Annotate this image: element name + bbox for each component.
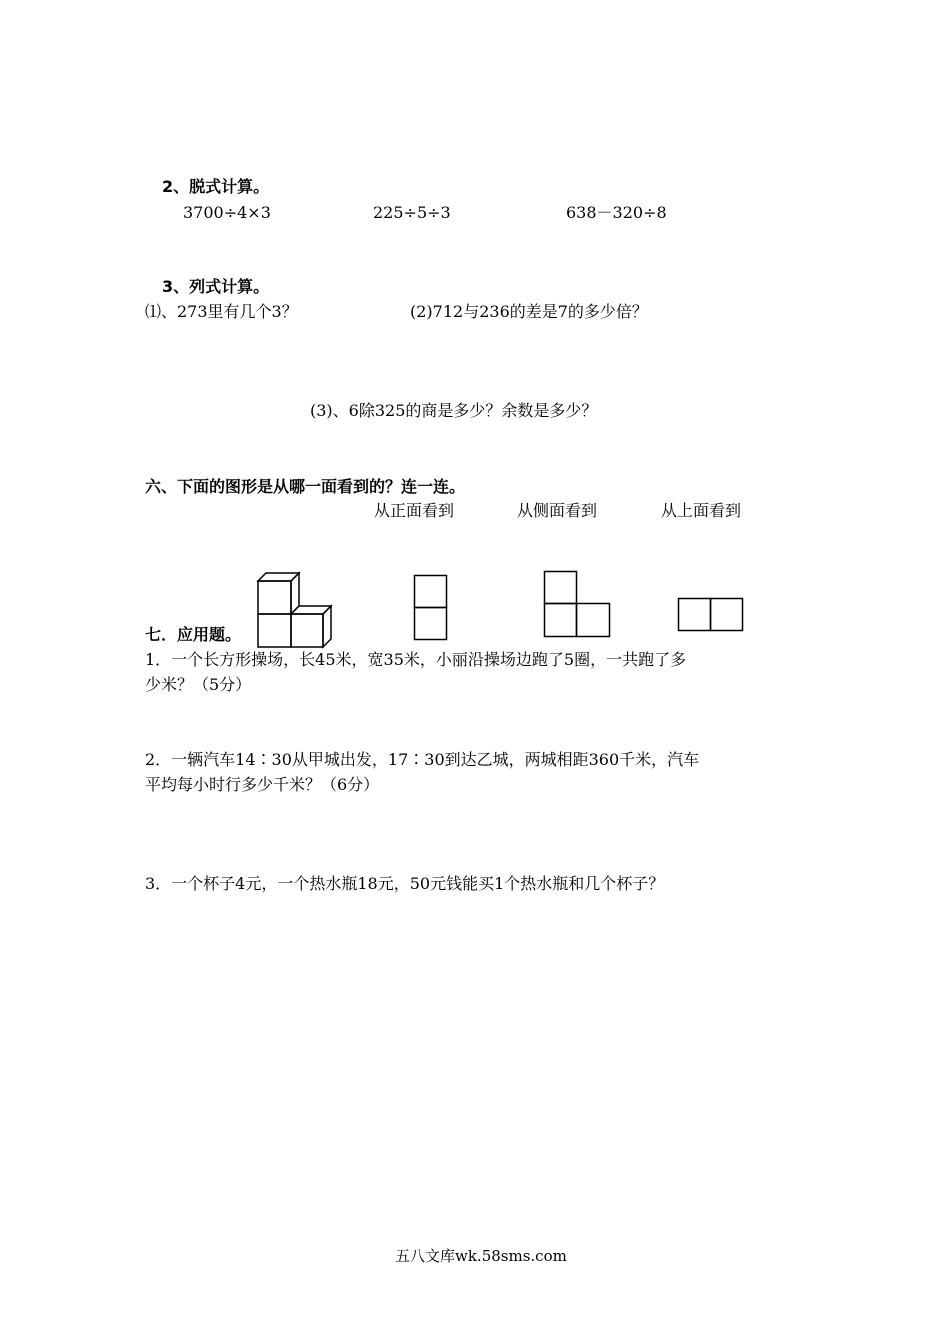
view-label-side: 从侧面看到 [517, 501, 598, 520]
problem-1-line-1: 1．一个长方形操场，长45米，宽35米，小丽沿操场边跑了5圈，一共跑了多 [145, 650, 687, 669]
view-label-top: 从上面看到 [661, 501, 742, 520]
question-2: (2)712与236的差是7的多少倍？ [410, 302, 648, 321]
expression-3: 638－320÷8 [566, 203, 667, 222]
front-view-figure [543, 570, 613, 640]
footer-watermark: 五八文库wk.58sms.com [395, 1247, 567, 1265]
expression-2: 225÷5÷3 [373, 203, 451, 222]
question-1: ⑴、273里有几个3？ [145, 302, 298, 321]
problem-3-line-1: 3．一个杯子4元，一个热水瓶18元，50元钱能买1个热水瓶和几个杯子？ [145, 874, 665, 893]
section-2-heading: 2、脱式计算。 [162, 177, 270, 196]
problem-2-line-1: 2．一辆汽车14∶30从甲城出发，17∶30到达乙城，两城相距360千米，汽车 [145, 750, 700, 769]
view-label-front: 从正面看到 [374, 501, 455, 520]
problem-2-line-2: 平均每小时行多少千米？（6分） [145, 775, 380, 794]
expression-1: 3700÷4×3 [183, 203, 271, 222]
problem-1-line-2: 少米？（5分） [145, 675, 252, 694]
section-6-heading: 六、下面的图形是从哪一面看到的？连一连。 [145, 477, 466, 496]
section-3-heading: 3、列式计算。 [162, 277, 270, 296]
cube-stack-figure [255, 570, 335, 648]
side-view-figure [413, 574, 449, 642]
section-7-heading: 七．应用题。 [145, 625, 242, 644]
top-view-figure [677, 597, 747, 635]
question-3: (3)、6除325的商是多少？余数是多少？ [310, 401, 598, 420]
